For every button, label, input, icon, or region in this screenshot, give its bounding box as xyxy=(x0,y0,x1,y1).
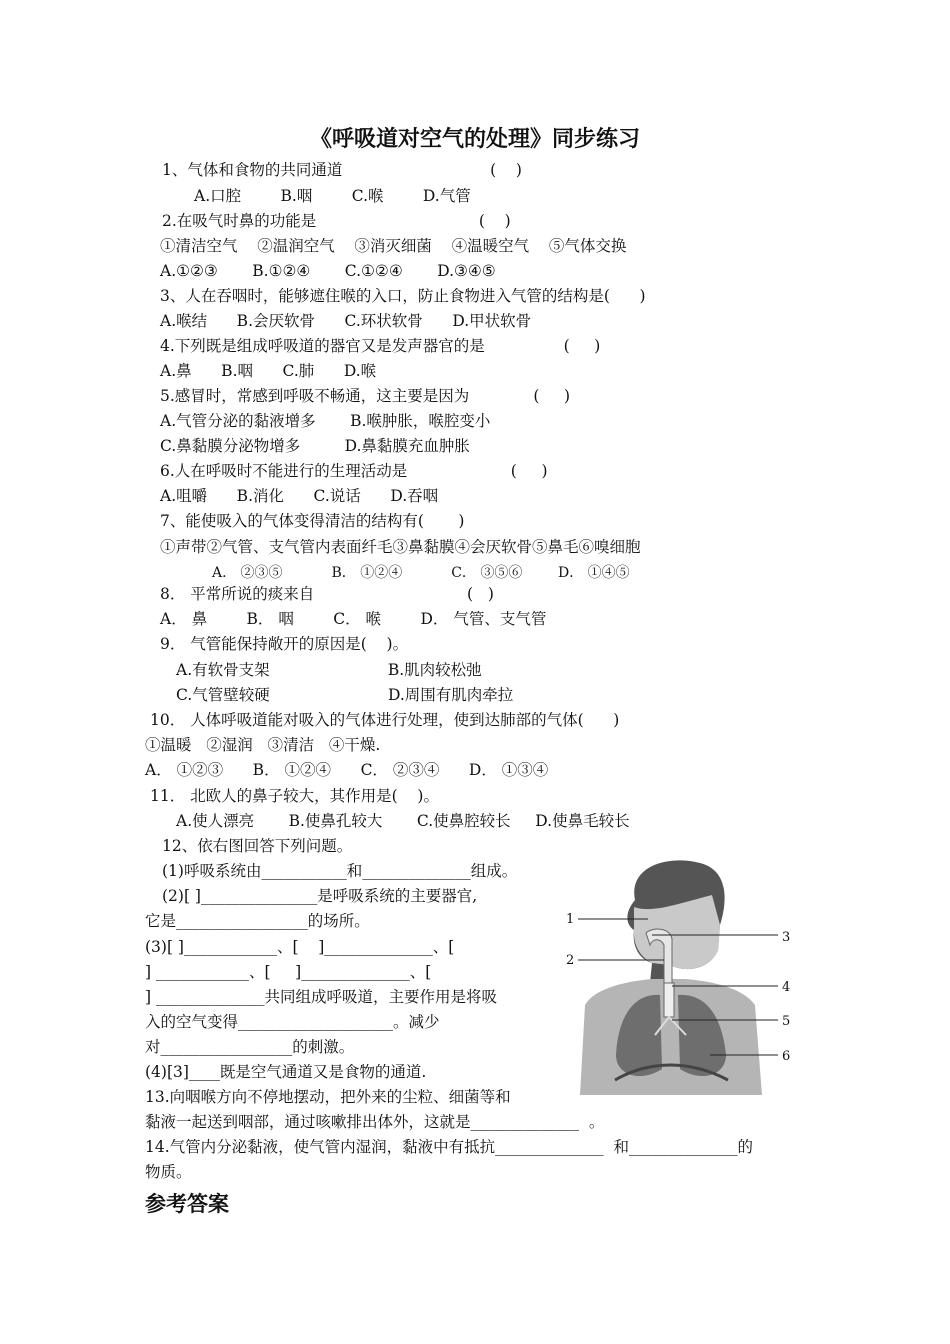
q9-stem: 9． 气管能保持敞开的原因是( )。 xyxy=(160,635,409,653)
respiratory-system-figure xyxy=(560,855,810,1095)
q6-stem: 6.人在呼吸时不能进行的生理活动是 ( ) xyxy=(160,462,548,480)
q11-stem: 11． 北欧人的鼻子较大，其作用是( )。 xyxy=(150,787,439,805)
q12-part3-b: ] ____________、[ ]______________、[ xyxy=(145,963,432,981)
q5-stem: 5.感冒时，常感到呼吸不畅通，这主要是因为 ( ) xyxy=(160,387,571,405)
q12-part4: (4)[3]____既是空气通道又是食物的通道. xyxy=(145,1063,427,1081)
figure-label-6: 6 xyxy=(782,1049,791,1064)
q13-line2: 黏液一起送到咽部，通过咳嗽排出体外，这就是______________ 。 xyxy=(145,1113,605,1131)
figure-label-5: 5 xyxy=(782,1014,791,1029)
answers-heading: 参考答案 xyxy=(145,1192,229,1216)
q3-stem: 3、人在吞咽时，能够遮住喉的入口，防止食物进入气管的结构是( ) xyxy=(160,287,646,305)
q1-stem: 1、气体和食物的共同通道 ( ) xyxy=(162,161,522,179)
q5-options-ab: A.气管分泌的黏液增多 B.喉肿胀，喉腔变小 xyxy=(160,412,491,430)
q12-part3-a: (3)[ ]____________、[ ]______________、[ xyxy=(145,938,455,956)
q3-options: A.喉结 B.会厌软骨 C.环状软骨 D.甲状软骨 xyxy=(160,312,532,330)
q2-stem: 2.在吸气时鼻的功能是 ( ) xyxy=(162,212,511,230)
q12-part1: (1)呼吸系统由___________和______________组成。 xyxy=(162,862,518,880)
q6-options: A.咀嚼 B.消化 C.说话 D.吞咽 xyxy=(160,487,439,505)
q4-options: A.鼻 B.咽 C.肺 D.喉 xyxy=(160,362,377,380)
q5-options-cd: C.鼻黏膜分泌物增多 D.鼻黏膜充血肿胀 xyxy=(160,437,470,455)
q12-part2-a: (2)[ ]_______________是呼吸系统的主要器官, xyxy=(162,887,478,905)
q2-items: ①清洁空气 ②温润空气 ③消灭细菌 ④温暖空气 ⑤气体交换 xyxy=(160,237,627,255)
q12-part2-b: 它是_________________的场所。 xyxy=(145,912,370,930)
q14-line2: 物质。 xyxy=(145,1163,192,1181)
q7-stem: 7、能使吸入的气体变得清洁的结构有( ) xyxy=(160,512,465,530)
figure-label-4: 4 xyxy=(782,980,791,995)
q11-options: A.使人漂亮 B.使鼻孔较大 C.使鼻腔较长 D.使鼻毛较长 xyxy=(176,812,630,830)
q9-options-ab: A.有软骨支架 B.肌肉较松弛 xyxy=(176,661,482,679)
figure-label-1: 1 xyxy=(566,912,575,927)
q13-line1: 13.向咽喉方向不停地摆动，把外来的尘粒、细菌等和 xyxy=(145,1088,511,1106)
figure-label-3: 3 xyxy=(782,930,791,945)
q7-options: A． ②③⑤ B． ①②④ C． ③⑤⑥ D． ①④⑤ xyxy=(212,565,630,581)
q12-part3-c: ] ______________共同组成呼吸道，主要作用是将吸 xyxy=(145,988,497,1006)
q12-part3-d: 入的空气变得____________________。减少 xyxy=(145,1013,440,1031)
page-title: 《呼吸道对空气的处理》同步练习 xyxy=(309,127,640,152)
q10-items: ①温暖 ②湿润 ③清洁 ④干燥. xyxy=(145,736,381,754)
q2-options: A.①②③ B.①②④ C.①②④ D.③④⑤ xyxy=(160,262,496,280)
q1-options: A.口腔 B.咽 C.喉 D.气管 xyxy=(194,187,471,205)
figure-label-2: 2 xyxy=(566,953,575,968)
q8-options: A． 鼻 B． 咽 C． 喉 D． 气管、支气管 xyxy=(160,610,547,628)
q14-line1: 14.气管内分泌黏液，使气管内湿润，黏液中有抵抗______________ 和______________的 xyxy=(145,1138,754,1156)
q12-part3-e: 对_________________的刺激。 xyxy=(145,1038,355,1056)
q9-options-cd: C.气管壁较硬 D.周围有肌肉牵拉 xyxy=(176,686,514,704)
q10-options: A． ①②③ B． ①②④ C． ②③④ D． ①③④ xyxy=(145,761,549,779)
q4-stem: 4.下列既是组成呼吸道的器官又是发声器官的是 ( ) xyxy=(160,337,601,355)
q8-stem: 8． 平常所说的痰来自 ( ) xyxy=(160,585,494,603)
q12-stem: 12、依右图回答下列问题。 xyxy=(162,837,353,855)
q7-items: ①声带②气管、支气管内表面纤毛③鼻黏膜④会厌软骨⑤鼻毛⑥嗅细胞 xyxy=(160,538,641,556)
q10-stem: 10． 人体呼吸道能对吸入的气体进行处理，使到达肺部的气体( ) xyxy=(150,711,620,729)
